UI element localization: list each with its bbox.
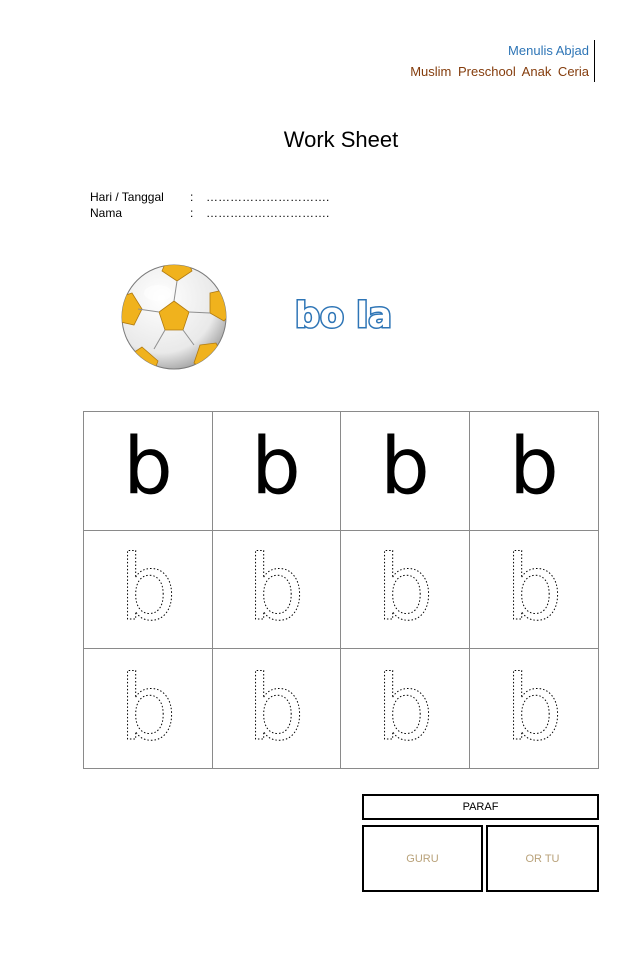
paraf-label: PARAF xyxy=(462,801,499,813)
letter-b-solid: b xyxy=(122,421,173,512)
letter-b-dotted: b xyxy=(119,655,177,761)
letter-b-dotted: b xyxy=(119,536,177,642)
field-name-colon: : xyxy=(190,206,194,220)
practice-cell xyxy=(341,649,470,768)
letter-traced xyxy=(484,655,584,761)
info-fields xyxy=(90,189,329,221)
practice-cell xyxy=(84,531,213,650)
letter-b-solid: b xyxy=(251,421,302,512)
letter-traced xyxy=(98,655,198,761)
page-title: Work Sheet xyxy=(283,127,399,152)
practice-cell xyxy=(341,531,470,650)
practice-cell xyxy=(470,412,599,531)
header xyxy=(410,40,595,82)
practice-cell xyxy=(213,649,342,768)
letter-traced xyxy=(226,536,326,642)
letter-traced xyxy=(484,536,584,642)
letter-b-solid: b xyxy=(379,421,430,512)
field-date-label: Hari / Tanggal xyxy=(90,190,164,204)
guru-label: GURU xyxy=(406,852,439,865)
field-date-value: …………………………. xyxy=(206,190,330,204)
ortu-label: OR TU xyxy=(525,852,560,865)
practice-cell xyxy=(341,412,470,531)
paraf-box xyxy=(362,794,599,820)
practice-grid xyxy=(83,411,599,769)
word-bola xyxy=(293,296,413,336)
letter-solid xyxy=(226,421,326,521)
letter-b-dotted: b xyxy=(376,655,434,761)
letter-solid xyxy=(355,421,455,521)
practice-cell xyxy=(213,412,342,531)
guru-signature-box xyxy=(362,825,483,892)
practice-cell xyxy=(213,531,342,650)
header-title: Menulis Abjad xyxy=(410,40,595,61)
letter-b-dotted: b xyxy=(505,536,563,642)
letter-b-dotted: b xyxy=(247,536,305,642)
practice-cell xyxy=(84,649,213,768)
practice-cell xyxy=(84,412,213,531)
letter-traced xyxy=(355,655,455,761)
letter-solid xyxy=(484,421,584,521)
letter-b-solid: b xyxy=(508,421,559,512)
field-date-colon: : xyxy=(190,190,194,204)
field-name xyxy=(90,205,329,221)
letter-traced xyxy=(355,536,455,642)
letter-b-dotted: b xyxy=(376,536,434,642)
practice-cell xyxy=(470,649,599,768)
field-name-label: Nama xyxy=(90,206,123,220)
soccer-ball-icon xyxy=(120,263,228,371)
practice-cell xyxy=(470,531,599,650)
letter-solid xyxy=(98,421,198,521)
field-date xyxy=(90,189,329,205)
header-subtitle: Muslim Preschool Anak Ceria xyxy=(410,61,595,82)
field-name-value: …………………………. xyxy=(206,206,330,220)
ortu-signature-box xyxy=(486,825,599,892)
letter-b-dotted: b xyxy=(505,655,563,761)
letter-traced xyxy=(98,536,198,642)
letter-traced xyxy=(226,655,326,761)
word-text: bo la xyxy=(295,296,392,336)
letter-b-dotted: b xyxy=(247,655,305,761)
